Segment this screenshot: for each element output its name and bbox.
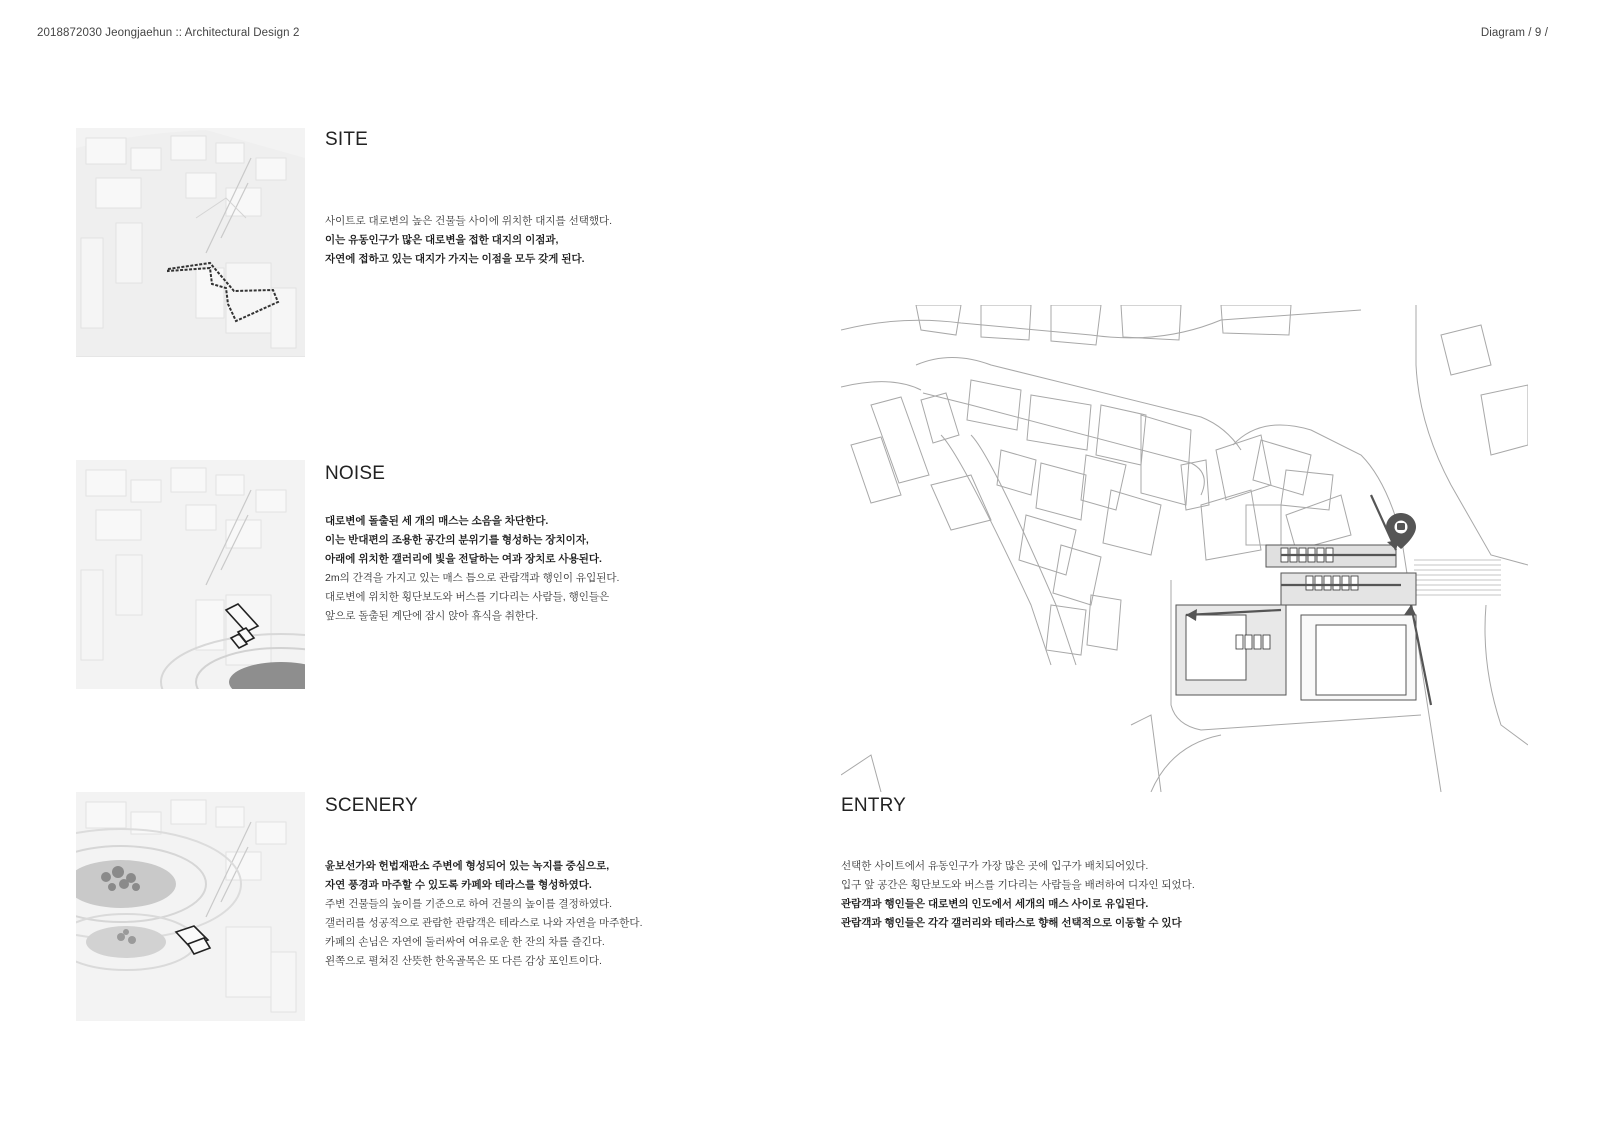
header-project-label: 2018872030 Jeongjaehun :: Architectural Design 2 [37,27,300,39]
entry-line: 입구 앞 공간은 횡단보도와 버스를 기다리는 사람들을 배려하여 디자인 되었다. [841,879,1195,891]
scenery-title: SCENERY [325,795,418,816]
site-line: 이는 유동인구가 많은 대로변을 접한 대지의 이점과, [325,234,559,246]
scenery-line: 윤보선가와 헌법재판소 주변에 형성되어 있는 녹지를 중심으로, [325,860,610,872]
scenery-line: 자연 풍경과 마주할 수 있도록 카페와 테라스를 형성하였다. [325,879,592,891]
site-diagram-image [76,128,305,357]
entry-line: 관람객과 행인들은 대로변의 인도에서 세개의 매스 사이로 유입된다. [841,898,1149,910]
entry-site-plan-map [841,305,1528,792]
scenery-line: 주변 건물들의 높이를 기준으로 하여 건물의 높이를 결정하였다. [325,898,613,910]
noise-line: 대로변에 돌출된 세 개의 매스는 소음을 차단한다. [325,515,549,527]
site-line: 자연에 접하고 있는 대지가 가지는 이점을 모두 갖게 된다. [325,253,585,265]
scenery-diagram-image [76,792,305,1021]
noise-description [325,512,619,626]
noise-line: 이는 반대편의 조용한 공간의 분위기를 형성하는 장치이자, [325,534,589,546]
scenery-line: 카페의 손님은 자연에 둘러싸여 여유로운 한 잔의 차를 즐긴다. [325,936,605,948]
header-page-label: Diagram / 9 / [1480,27,1548,39]
entry-description [841,857,1195,933]
noise-diagram-image [76,460,305,689]
site-description [325,212,612,269]
entry-line: 선택한 사이트에서 유동인구가 가장 많은 곳에 입구가 배치되어있다. [841,860,1149,872]
scenery-description [325,857,642,971]
scenery-line: 갤러리를 성공적으로 관람한 관람객은 테라스로 나와 자연을 마주한다. [325,917,643,929]
noise-line: 아래에 위치한 갤러리에 빛을 전달하는 여과 장치로 사용된다. [325,553,602,565]
noise-title: NOISE [325,463,386,484]
entry-line: 관람객과 행인들은 각각 갤러리와 테라스로 향해 선택적으로 이동할 수 있다 [841,917,1182,929]
noise-line: 대로변에 위치한 횡단보도와 버스를 기다리는 사람들, 행인들은 [325,591,610,603]
noise-line: 2m의 간격을 가지고 있는 매스 틈으로 관람객과 행인이 유입된다. [325,572,620,584]
site-line: 사이트로 대로변의 높은 건물들 사이에 위치한 대지를 선택했다. [325,215,613,227]
noise-line: 앞으로 돌출된 계단에 잠시 앉아 휴식을 취한다. [325,610,539,622]
entry-title: ENTRY [841,795,907,816]
site-title: SITE [325,129,369,150]
scenery-line: 왼쪽으로 펼쳐진 산뜻한 한옥골목은 또 다른 감상 포인트이다. [325,955,602,967]
